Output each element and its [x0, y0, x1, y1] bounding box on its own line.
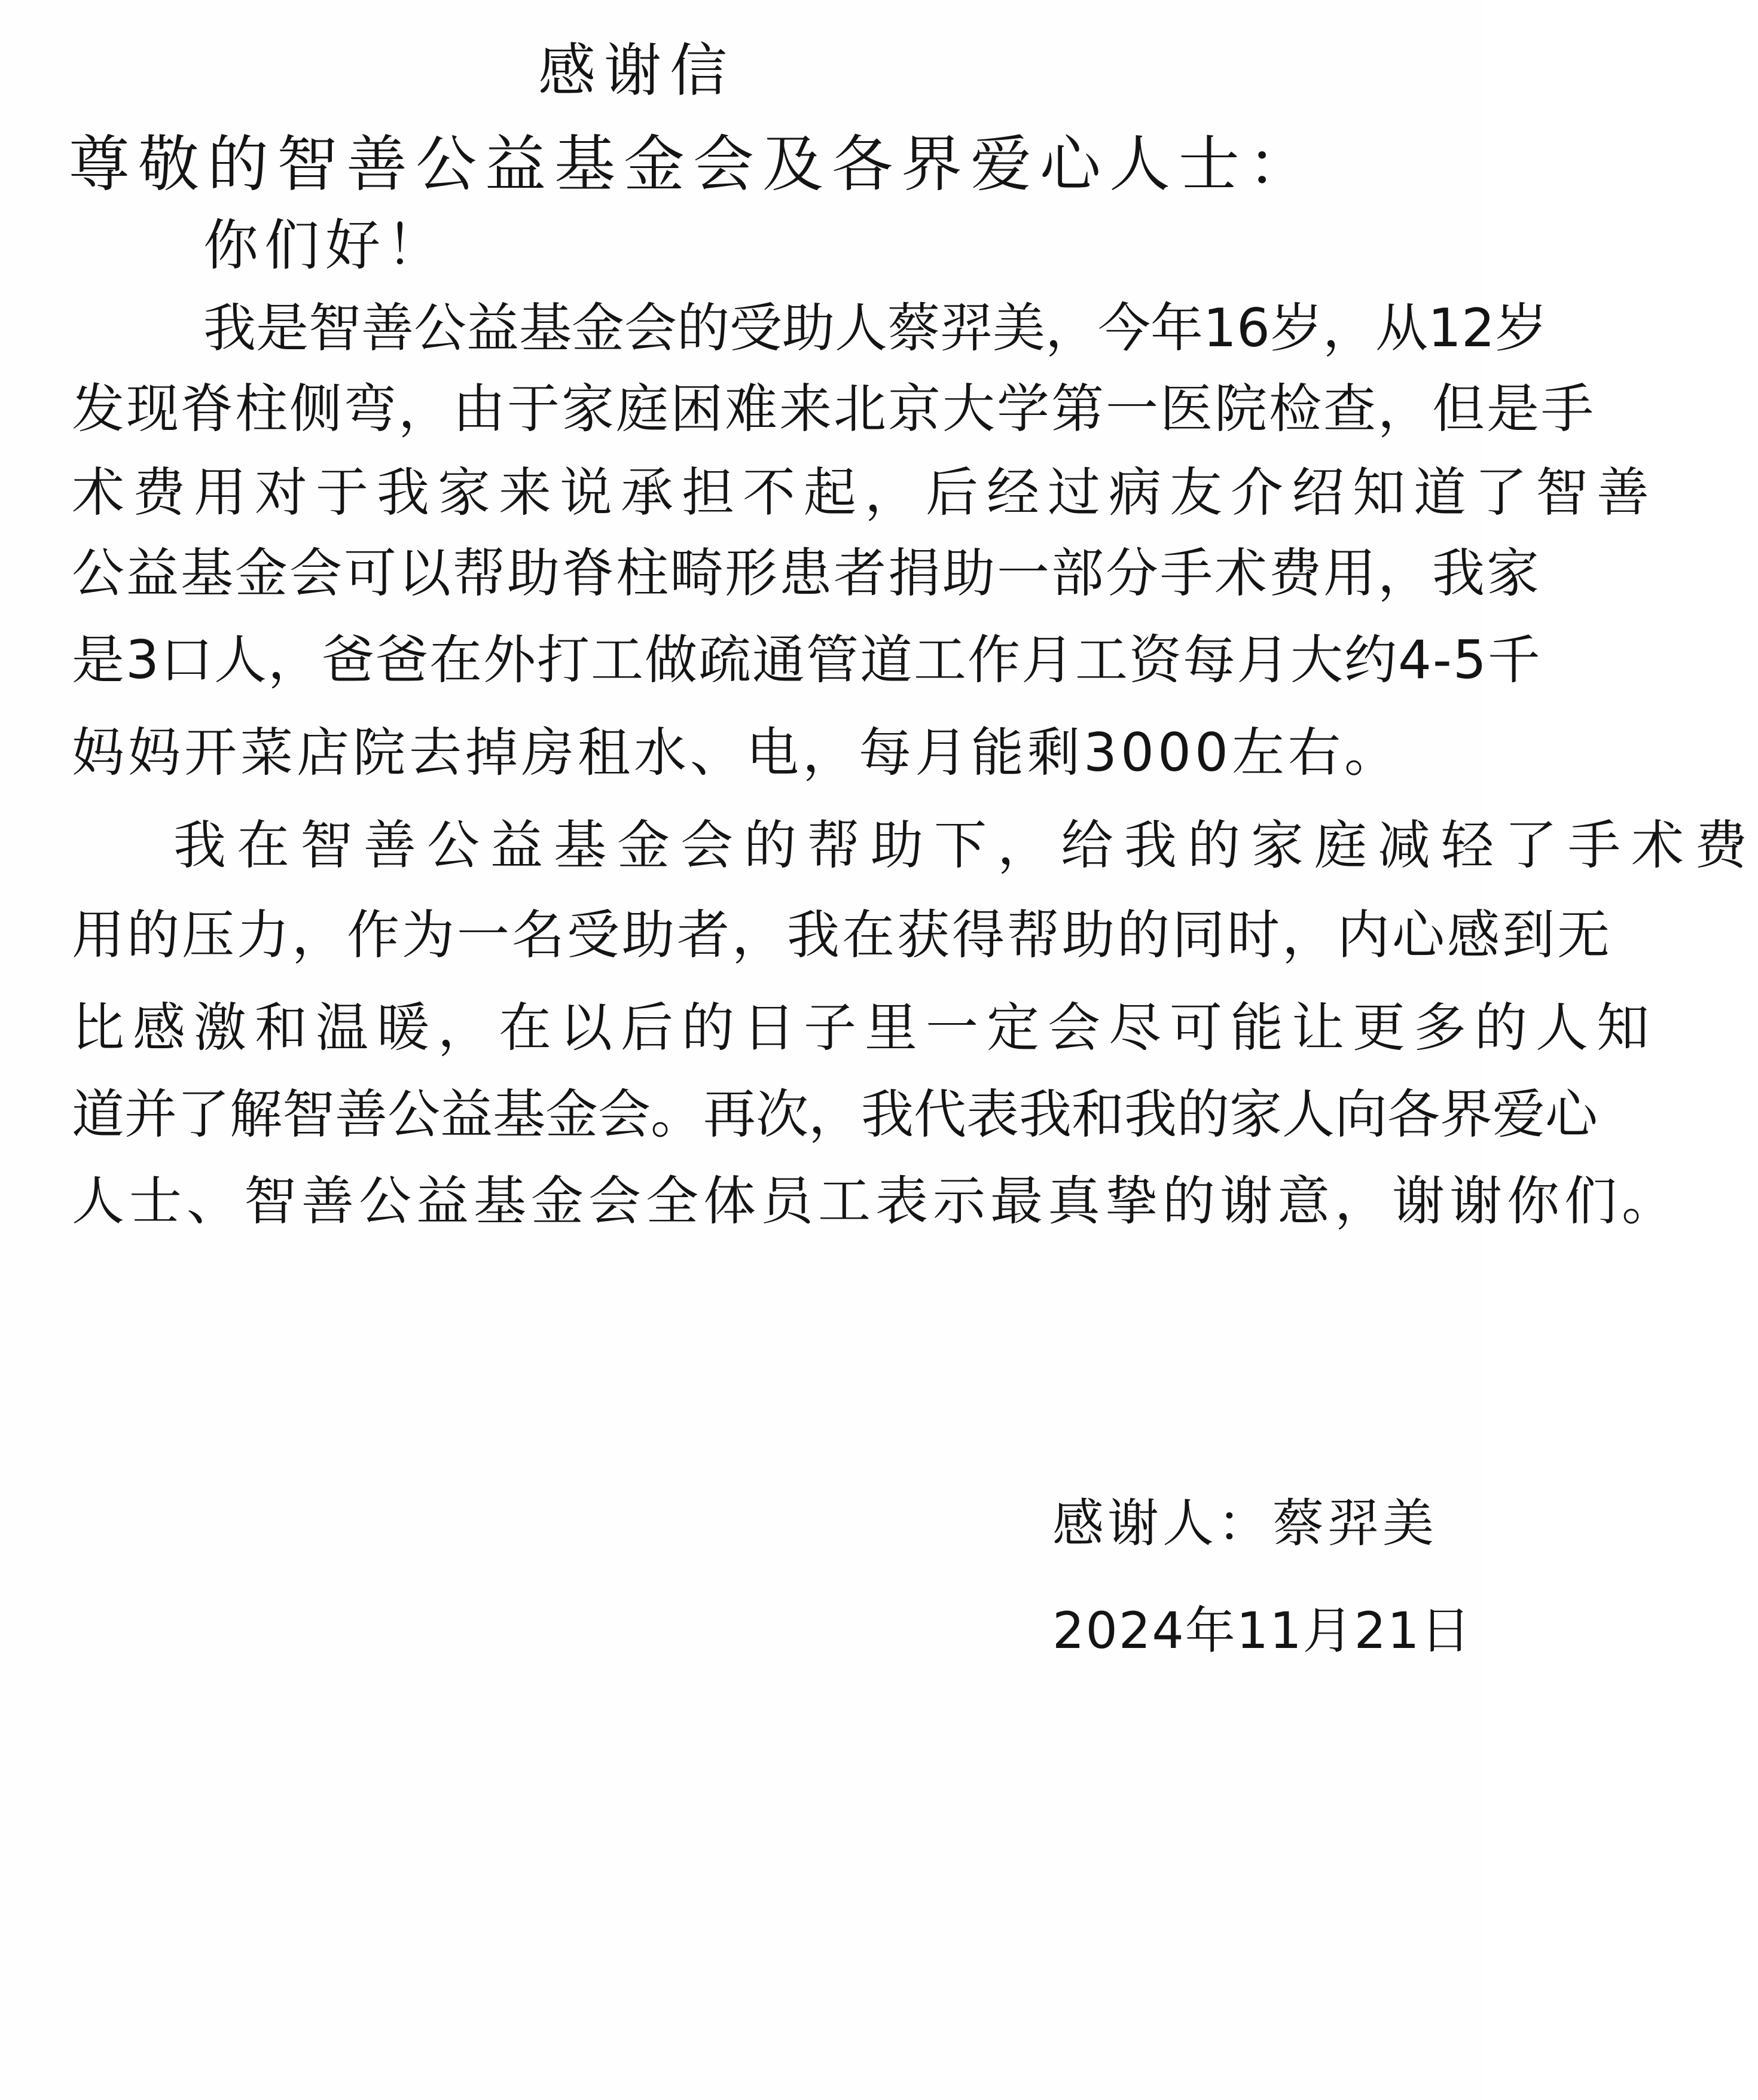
signature-date: 2024年11月21日: [1052, 1601, 1472, 1660]
paragraph1-line: 是3口人，爸爸在外打工做疏通管道工作月工资每月大约4-5千: [72, 629, 1542, 691]
salutation: 尊敬的智善公益基金会及各界爱心人士：: [69, 129, 1317, 200]
paragraph2-line: 人士、智善公益基金会全体员工表示最真挚的谢意，谢谢你们。: [72, 1170, 1680, 1232]
paragraph1-line: 我是智善公益基金会的受助人蔡羿美，今年16岁，从12岁: [203, 297, 1548, 359]
paragraph2-line: 用的压力，作为一名受助者，我在获得帮助的同时，内心感到无: [72, 904, 1613, 966]
paragraph1-line: 发现脊柱侧弯，由于家庭困难来北京大学第一医院检查，但是手: [72, 378, 1596, 439]
paragraph2-line: 道并了解智善公益基金会。再次，我代表我和我的家人向各界爱心: [72, 1083, 1598, 1145]
paragraph2-line: 我在智善公益基金会的帮助下，给我的家庭减轻了手术费: [173, 814, 1758, 876]
paragraph2-line: 比感激和温暖，在以后的日子里一定会尽可能让更多的人知: [72, 997, 1658, 1058]
letter-title: 感谢信: [538, 37, 735, 104]
paragraph1-line: 术费用对于我家来说承担不起，后经过病友介绍知道了智善: [72, 462, 1658, 523]
paragraph1-line: 公益基金会可以帮助脊柱畸形患者捐助一部分手术费用，我家: [72, 542, 1542, 604]
greeting: 你们好！: [203, 213, 448, 277]
paragraph1-line: 妈妈开菜店院去掉房租水、电，每月能剩3000左右。: [72, 722, 1400, 783]
signature: 感谢人：蔡羿美: [1052, 1494, 1437, 1553]
